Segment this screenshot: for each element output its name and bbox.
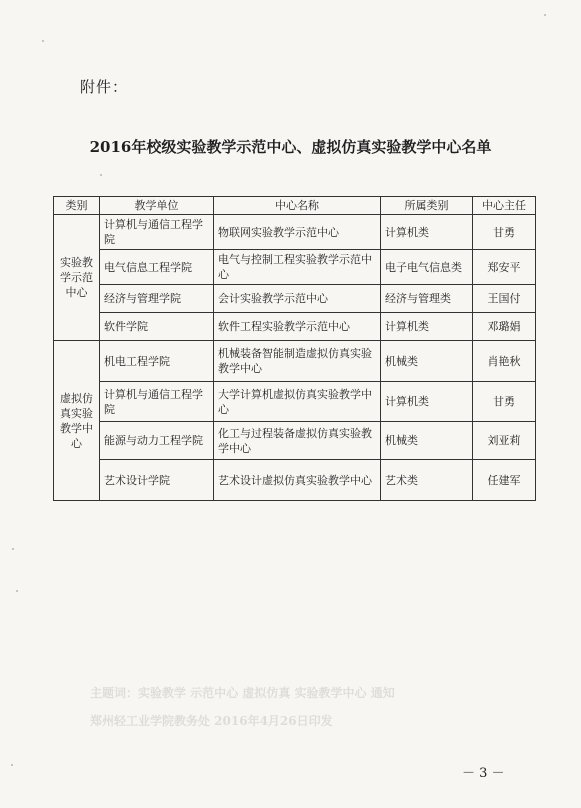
director-cell: 肖艳秋 [473,341,536,382]
unit-cell: 机电工程学院 [100,341,214,382]
director-cell: 刘亚莉 [473,422,536,460]
center-name-cell: 电气与控制工程实验教学示范中心 [214,250,381,285]
header-center-name: 中心名称 [214,197,381,215]
center-name-cell: 物联网实验教学示范中心 [214,215,381,250]
category-cell: 虚拟仿真实验教学中心 [54,341,100,501]
scan-speck [12,548,14,550]
unit-cell: 软件学院 [100,313,214,341]
header-unit: 教学单位 [100,197,214,215]
header-type: 所属类别 [381,197,473,215]
table-row [54,215,536,250]
attachment-label: 附件： [80,78,129,96]
center-name-cell: 化工与过程装备虚拟仿真实验教学中心 [214,422,381,460]
table-header-row [54,197,536,215]
type-cell: 计算机类 [381,382,473,422]
scan-speck [100,174,102,176]
unit-cell: 计算机与通信工程学院 [100,215,214,250]
table-row [54,341,536,382]
page-number: － 3 － [462,766,505,781]
unit-cell: 能源与动力工程学院 [100,422,214,460]
scan-speck [42,40,44,42]
unit-cell: 计算机与通信工程学院 [100,382,214,422]
type-cell: 机械类 [381,341,473,382]
table-row [54,285,536,313]
center-name-cell: 软件工程实验教学示范中心 [214,313,381,341]
scan-speck [544,14,546,16]
director-cell: 甘勇 [473,382,536,422]
center-name-cell: 会计实验教学示范中心 [214,285,381,313]
type-cell: 计算机类 [381,313,473,341]
table-row [54,313,536,341]
scan-speck [11,764,13,766]
center-name-cell: 大学计算机虚拟仿真实验教学中心 [214,382,381,422]
header-category: 类别 [54,197,100,215]
type-cell: 机械类 [381,422,473,460]
bleed-through-keywords: 主题词：实验教学 示范中心 虚拟仿真 实验教学中心 通知 [90,686,395,700]
type-cell: 电子电气信息类 [381,250,473,285]
director-cell: 郑安平 [473,250,536,285]
director-cell: 任建军 [473,460,536,501]
type-cell: 经济与管理类 [381,285,473,313]
unit-cell: 电气信息工程学院 [100,250,214,285]
unit-cell: 经济与管理学院 [100,285,214,313]
document-title: 2016年校级实验教学示范中心、虚拟仿真实验教学中心名单 [89,138,492,156]
table-row [54,382,536,422]
scan-speck [16,590,18,592]
center-name-cell: 机械装备智能制造虚拟仿真实验教学中心 [214,341,381,382]
director-cell: 王国付 [473,285,536,313]
category-cell: 实验教学示范中心 [54,215,100,341]
table-row [54,250,536,285]
unit-cell: 艺术设计学院 [100,460,214,501]
director-cell: 甘勇 [473,215,536,250]
table-row [54,422,536,460]
type-cell: 艺术类 [381,460,473,501]
center-list-table [53,196,536,501]
center-name-cell: 艺术设计虚拟仿真实验教学中心 [214,460,381,501]
header-director: 中心主任 [473,197,536,215]
type-cell: 计算机类 [381,215,473,250]
table-row [54,460,536,501]
director-cell: 邓璐娟 [473,313,536,341]
bleed-through-issuer: 郑州轻工业学院教务处 2016年4月26日印发 [90,714,333,728]
